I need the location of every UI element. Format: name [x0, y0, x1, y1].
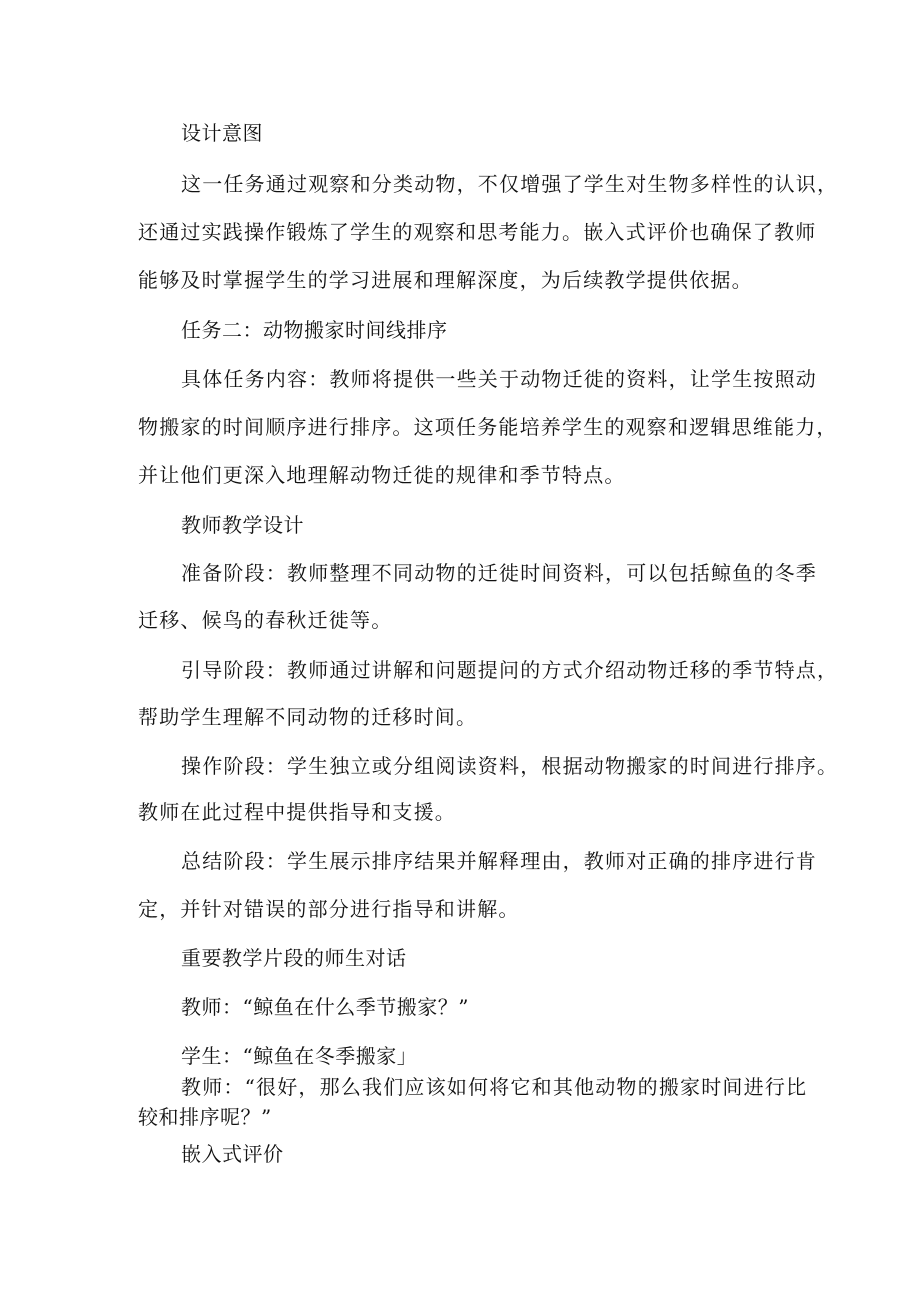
design-intent-line-3: 能够及时掌握学生的学习进展和理解深度，为后续教学提供依据。	[138, 268, 753, 292]
dialogue-heading: 重要教学片段的师生对话	[181, 946, 407, 970]
dialogue-teacher-followup-line-1: 教师：“很好，那么我们应该如何将它和其他动物的搬家时间进行比	[181, 1075, 808, 1099]
design-intent-heading: 设计意图	[181, 121, 263, 145]
design-intent-line-1: 这一任务通过观察和分类动物，不仅增强了学生对生物多样性的认识，	[181, 172, 839, 196]
design-intent-line-2: 还通过实践操作锻炼了学生的观察和思考能力。嵌入式评价也确保了教师	[138, 220, 817, 244]
operation-line-2: 教师在此过程中提供指导和支援。	[138, 800, 456, 824]
dialogue-teacher-question: 教师：“鲸鱼在什么季节搬家？”	[181, 995, 469, 1019]
task-two-content-line-1: 具体任务内容：教师将提供一些关于动物迁徙的资料，让学生按照动	[181, 367, 817, 391]
dialogue-teacher-followup-line-2: 较和排序呢？”	[138, 1105, 272, 1129]
task-two-content-line-3: 并让他们更深入地理解动物迁徙的规律和季节特点。	[138, 463, 626, 487]
summary-line-1: 总结阶段：学生展示排序结果并解释理由，教师对正确的排序进行肯	[181, 849, 817, 873]
embedded-evaluation-heading: 嵌入式评价	[181, 1142, 284, 1166]
summary-line-2: 定，并针对错误的部分进行指导和讲解。	[138, 897, 520, 921]
dialogue-student-answer: 学生：“鲸鱼在冬季搬家」	[181, 1044, 418, 1068]
preparation-line-1: 准备阶段：教师整理不同动物的迁徙时间资料，可以包括鲸鱼的冬季	[181, 561, 817, 585]
task-two-content-line-2: 物搬家的时间顺序进行排序。这项任务能培养学生的观察和逻辑思维能力，	[138, 415, 838, 439]
teaching-design-heading: 教师教学设计	[181, 513, 304, 537]
guidance-line-1: 引导阶段：教师通过讲解和问题提问的方式介绍动物迁移的季节特点，	[181, 658, 839, 682]
task-two-heading: 任务二：动物搬家时间线排序	[181, 318, 448, 342]
preparation-line-2: 迁移、候鸟的春秋迁徙等。	[138, 608, 393, 632]
operation-line-1: 操作阶段：学生独立或分组阅读资料，根据动物搬家的时间进行排序。	[181, 754, 839, 778]
guidance-line-2: 帮助学生理解不同动物的迁移时间。	[138, 705, 478, 729]
